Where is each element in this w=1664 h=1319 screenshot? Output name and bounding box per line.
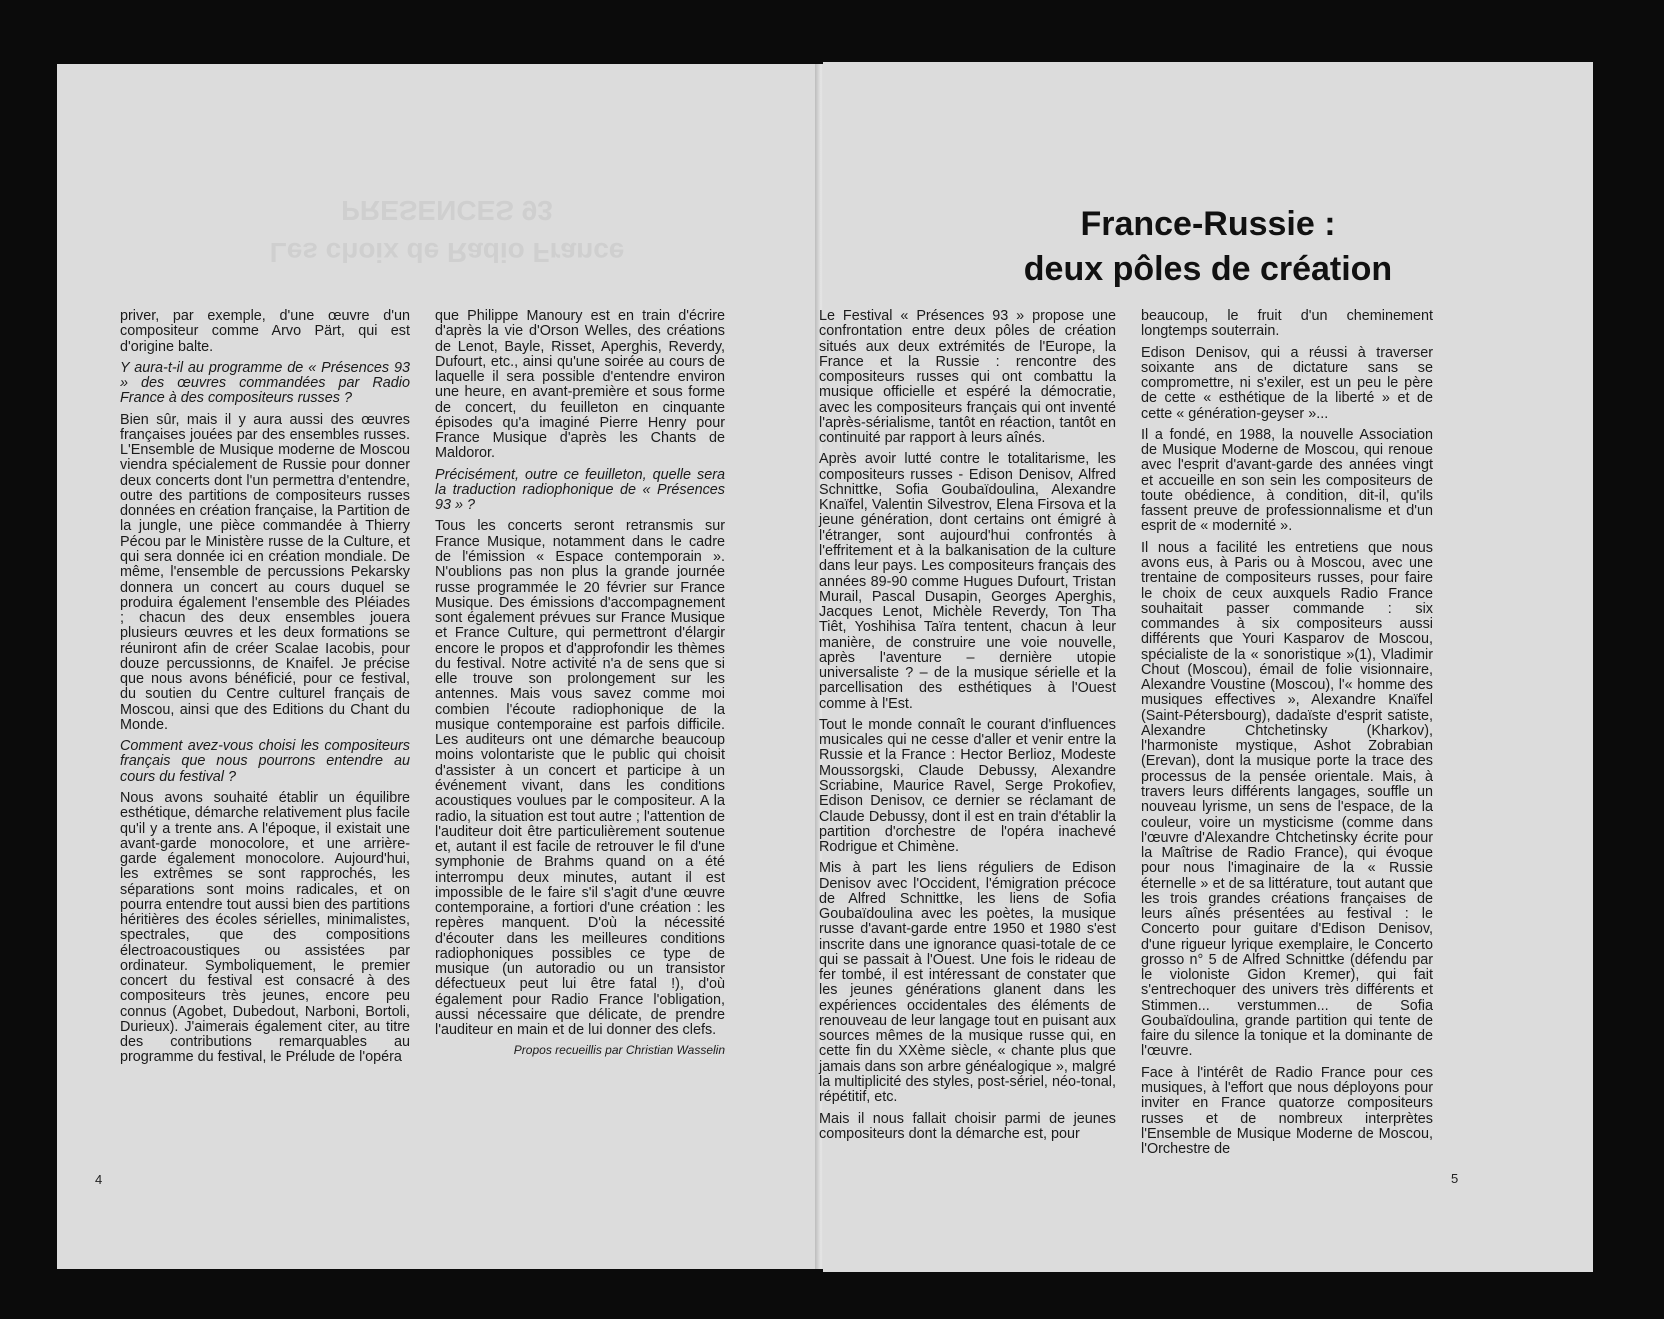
article-title-line-1: France-Russie : — [1080, 205, 1336, 243]
paragraph: Tous les concerts seront retransmis sur France Musique, notamment dans le cadre de l'émission « Espace contemporain ». N'oublions pas non plus la grande journée russe programmée le 20 février sur France Musique. Des émissions d'accompagnement sont également prévues sur France Musique et France Culture, qui permettront d'élargir encore le propos et d'approfondir les thèmes du festival. Notre activité n'a de sens que si elle trouve son prolongement sur les antennes. Mais vous savez comme moi combien l'écoute radiophonique de la musique contemporaine est parfois difficile. Les auditeurs ont une démarche beaucoup moins volontariste que le public qui choisit d'assister à un concert et participe à un événement vivant, dans les conditions acoustiques voulues par le compositeur. A la radio, la situation est tout autre ; l'attention de l'auditeur doit être particulièrement soutenue et, autant il est facile de retrouver le fil d'une symphonie de Brahms quand on a été interrompu deux minutes, autant il est impossible de le faire s'il s'agit d'une œuvre contemporaine, a fortiori d'une création : les repères manquent. D'où la nécessité d'écouter dans les meilleures conditions radiophoniques possibles ce type de musique (un autoradio ou un transistor défectueux peut lui être fatal !), d'où également pour Radio France l'obligation, aussi nécessaire que délicate, de prendre l'auditeur en main et de lui donner des clefs. — [435, 518, 725, 1039]
page-number-left: 4 — [95, 1172, 103, 1187]
paragraph: Bien sûr, mais il y aura aussi des œuvres françaises jouées par des ensembles russes. L'Ensemble de Musique moderne de Moscou viendra spécialement de Russie pour donner deux concerts dont l'un permettra d'entendre, outre des partitions de compositeurs russes données en création française, la Partition de la jungle, une pièce commandée à Thierry Pécou par le Ministère russe de la Culture, et qui sera donnée ici en création mondiale. De même, l'ensemble de percussions Pekarsky donnera un concert au cours duquel se produira également l'ensemble des Pléiades ; chacun des deux ensembles jouera plusieurs œuvres et les deux formations se réuniront afin de créer Scalae Iacobis, pour douze percussionns, de Knaifel. Je précise que nous avons bénéficié, pour ce festival, du soutien du Centre culturel français de Moscou, ainsi que des Editions du Chant du Monde. — [120, 411, 410, 733]
paragraph: Tout le monde connaît le courant d'influences musicales qui ne cesse d'aller et venir entre la Russie et la France : Hector Berlioz, Modeste Moussorgski, Claude Debussy, Alexandre Scriabine, Maurice Ravel, Serge Prokofiev, Edison Denisov, ce dernier se réclamant de Claude Debussy, dont il est en train d'établir la partition d'orchestre de l'opéra inachevé Rodrigue et Chimène. — [819, 716, 1116, 856]
page-number-right: 5 — [1451, 1171, 1459, 1186]
left-column-1 — [120, 309, 410, 1072]
left-column-2 — [435, 309, 725, 1057]
paragraph: Face à l'intérêt de Radio France pour ces musiques, à l'effort que nous déployons pour inviter en France quatorze compositeurs russes et de nombreux interprètes l'Ensemble de Musique Moderne de Moscou, l'Orchestre de — [1141, 1064, 1433, 1158]
paragraph: priver, par exemple, d'une œuvre d'un compositeur comme Arvo Pärt, qui est d'origine balte. — [120, 308, 410, 355]
paragraph: que Philippe Manoury est en train d'écrire d'après la vie d'Orson Welles, des créations de Lenot, Bayle, Risset, Aperghis, Reverdy, Dufourt, etc., ainsi qu'une soirée au cours de laquelle il sera possible d'entendre environ une heure, en avant-première et sous forme de concert, du feuilleton en cinquante épisodes qu'a imaginé Pierre Henry pour France Musique d'après les Chants de Maldoror. — [435, 308, 725, 462]
interview-question: Comment avez-vous choisi les compositeurs français que nous pourrons entendre au cours du festival ? — [120, 738, 410, 785]
right-page — [819, 62, 1593, 1272]
interview-question: Précisément, outre ce feuilleton, quelle sera la traduction radiophonique de « Présences 93 » ? — [435, 466, 725, 514]
paragraph: Nous avons souhaité établir un équilibre esthétique, démarche relativement plus facile qu'il y a trente ans. A l'époque, il existait une avant-garde monocolore, et une arrière-garde également monocolore. Aujourd'hui, les extrêmes se sont rapprochés, les séparations sont moins radicales, et on pourra entendre tout aussi bien des partitions héritières des écoles sérielles, minimalistes, spectrales, que des compositions électroacoustiques ou assistées par ordinateur. Symboliquement, le premier concert du festival est consacré à des compositeurs très jeunes, encore peu connus (Agobet, Dubedout, Narboni, Bortoli, Durieux). J'aimerais également citer, au titre des contributions remarquables au programme du festival, le Prélude de l'opéra — [120, 789, 410, 1066]
interview-question: Y aura-t-il au programme de « Présences 93 » des œuvres commandées par Radio France à des compositeurs russes ? — [120, 359, 410, 407]
article-credit: Propos recueillis par Christian Wasselin — [513, 1043, 725, 1058]
left-page — [57, 64, 818, 1269]
paragraph: Il a fondé, en 1988, la nouvelle Association de Musique Moderne de Moscou, qui renoue avec l'esprit d'avant-garde des années vingt et accueille en son sein les compositeurs de toute obédience, à condition, dit-il, qu'ils fassent preuve de professionnalisme et d'un esprit de « modernité ». — [1141, 426, 1433, 535]
paragraph: Mais il nous fallait choisir parmi de jeunes compositeurs dont la démarche est, pour — [819, 1110, 1116, 1142]
paragraph: Il nous a facilité les entretiens que nous avons eus, à Paris ou à Moscou, avec une trentaine de compositeurs russes, pour faire le choix de ceux auxquels Radio France souhaitait passer commande : six commandes à six compositeurs aussi différents que Youri Kasparov de Moscou, spécialiste de la « sonoristique »(1), Vladimir Chout (Moscou), émail de folie visionnaire, Alexandre Voustine (Moscou), l'« homme des musiques effectives », Alexandre Knaïfel (Saint-Pétersbourg), dadaïste d'esprit satiste, Alexandre Chtchetinsky (Kharkov), l'harmoniste mystique, Ashot Zobrabian (Erevan), dont la musique porte la trace des processus de la pensée orientale. Mais, à travers leurs différents langages, souffle un nouveau lyrisme, un sens de l'espace, de la couleur, voire un mysticisme (comme dans l'œuvre d'Alexandre Chtchetinsky écrite pour la Maîtrise de Radio France), qui évoque pour nous l'imaginaire de la « Russie éternelle » et de sa littérature, tout autant que les trois grandes créations françaises de leurs aînés présentées au festival : le Concerto pour guitare d'Edison Denisov, d'une rigueur lyrique exemplaire, le Concerto grosso n° 5 de Alfred Schnittke (défendu par le violoniste Gidon Kremer), qui fait s'entrechoquer des univers très différents et Stimmen... verstummen... de Sofia Goubaïdoulina, grande partition qui tente de faire du silence la tonique et la dominante de l'œuvre. — [1141, 539, 1433, 1060]
faint-heading-1: PRESENCES 93 — [341, 195, 553, 226]
faint-heading-2: Les choix de Radio France — [269, 237, 625, 268]
right-column-2 — [1141, 309, 1433, 1163]
right-column-1 — [819, 309, 1116, 1148]
paragraph: Après avoir lutté contre le totalitarisme, les compositeurs russes - Edison Denisov, Alfred Schnittke, Sofia Goubaïdoulina, Alexandre Knaïfel, Valentin Silvestrov, Elena Firsova et la jeune génération, dont certains ont émigré à l'étranger, sont aujourd'hui confrontés à l'effritement et à la balkanisation de la culture dans leur pays. Les compositeurs français des années 89-90 comme Hugues Dufourt, Tristan Murail, Pascal Dusapin, Georges Aperghis, Jacques Lenot, Michèle Reverdy, Ton Tha Tiêt, Yoshihisa Taïra tentent, chacun à leur manière, de construire une voie nouvelle, après l'aventure – dernière utopie universaliste ? – de la musique sérielle et la parcellisation des esthétiques à l'Ouest comme à l'Est. — [819, 451, 1116, 712]
paragraph: Mis à part les liens réguliers de Edison Denisov avec l'Occident, l'émigration précoce de Alfred Schnittke, les liens de Sofia Goubaïdoulina avec les poètes, la musique russe d'avant-garde entre 1950 et 1980 s'est inscrite dans une ignorance quasi-totale de ce qui se passait à l'Ouest. Une fois le rideau de fer tombé, il est intéressant de constater que les jeunes générations glanent dans les expériences occidentales des éléments de renouveau de leur langage tout en puisant aux sources mêmes de la musique russe qui, en cette fin du XXème siècle, « chante plus que jamais dans son arbre généalogique », malgré la multiplicité des styles, post-sériel, néo-tonal, répétitif, etc. — [819, 860, 1116, 1106]
paragraph: Le Festival « Présences 93 » propose une confrontation entre deux pôles de création situés aux deux extrémités de l'Europe, la France et la Russie : rencontre des compositeurs russes qui ont combattu la musique officielle et espéré la démocratie, avec les compositeurs français qui ont inventé l'après-sérialisme, tantôt en réaction, tantôt en continuité par rapport à leurs aînés. — [819, 308, 1116, 447]
paragraph: beaucoup, le fruit d'un cheminement longtemps souterrain. — [1141, 308, 1433, 340]
paragraph: Edison Denisov, qui a réussi à traverser soixante ans de dictature sans se compromettre, ni s'exiler, est un peu le père de cette « esthétique de la liberté » et de cette « génération-geyser »... — [1141, 344, 1433, 422]
article-title-line-2: deux pôles de création — [1023, 249, 1393, 288]
left-column-2-body — [435, 309, 725, 1038]
article-title — [823, 202, 1593, 292]
